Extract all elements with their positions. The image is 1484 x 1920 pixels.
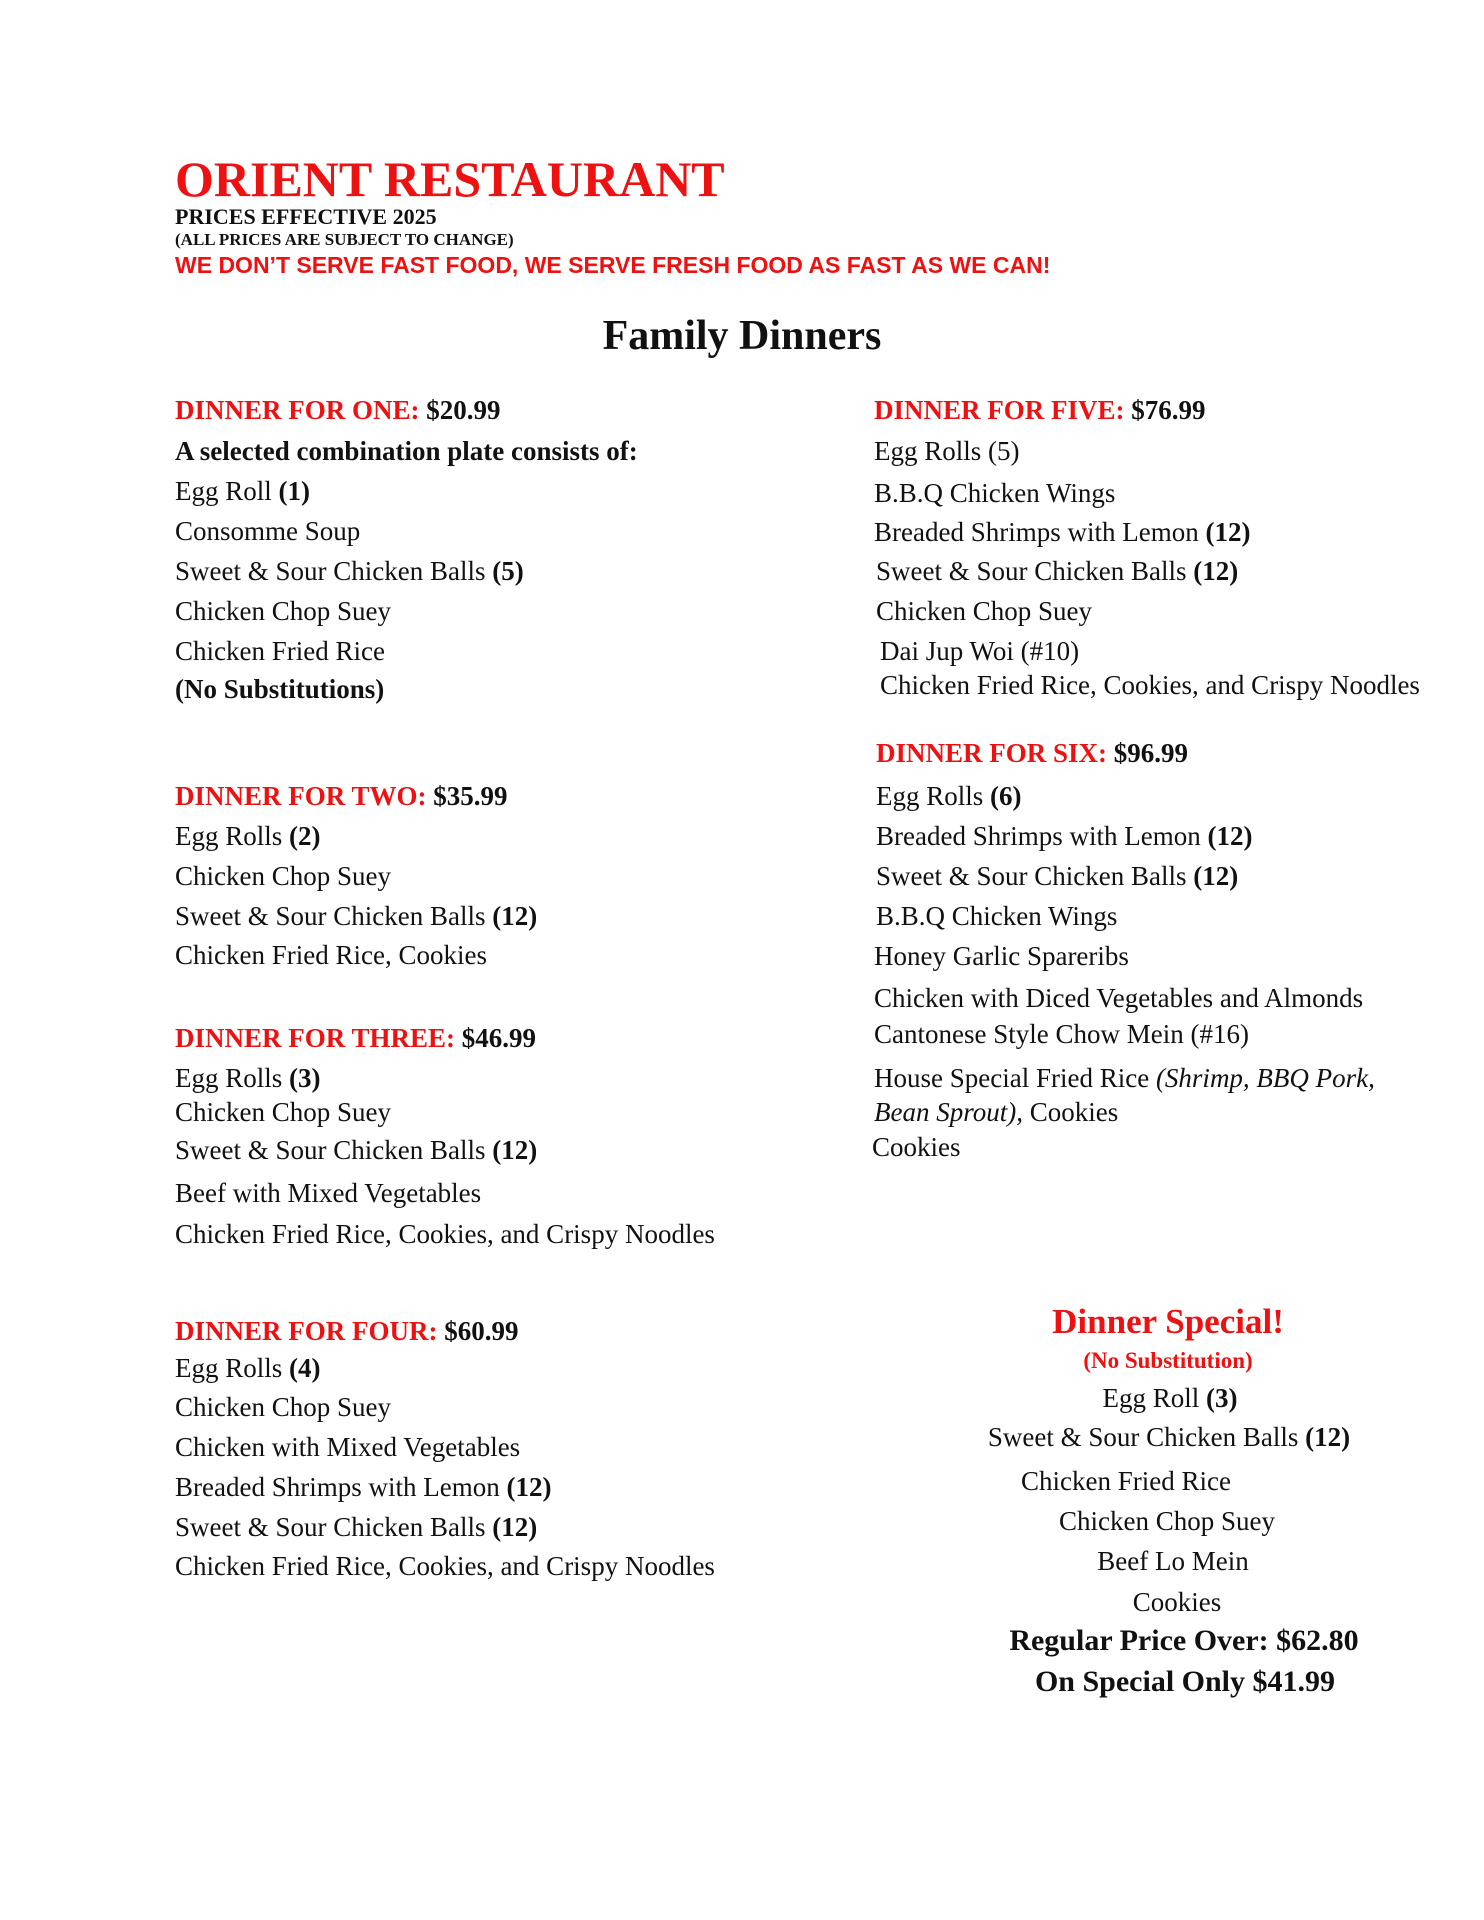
list-item: B.B.Q Chicken Wings (874, 478, 1116, 508)
list-item: House Special Fried Rice (Shrimp, BBQ Pork, (874, 1063, 1375, 1093)
list-item: Chicken Chop Suey (175, 596, 391, 626)
slogan: WE DON’T SERVE FAST FOOD, WE SERVE FRESH FOOD AS FAST AS WE CAN! (175, 252, 1051, 278)
list-item: Sweet & Sour Chicken Balls (12) (175, 1512, 538, 1542)
list-item: Dai Jup Woi (#10) (880, 636, 1080, 666)
prices-effective: PRICES EFFECTIVE 2025 (175, 204, 437, 229)
list-item: Breaded Shrimps with Lemon (12) (175, 1472, 552, 1502)
section-title: Family Dinners (602, 313, 882, 359)
dinner-one-note: (No Substitutions) (175, 674, 385, 704)
dinner-five-name: DINNER FOR FIVE: (874, 395, 1125, 425)
dinner-four-price: $60.99 (444, 1316, 519, 1346)
dinner-five-price: $76.99 (1131, 395, 1206, 425)
dinner-three-heading (175, 1025, 536, 1052)
list-item: Sweet & Sour Chicken Balls (12) (175, 1135, 538, 1165)
dinner-two-price: $35.99 (433, 781, 508, 811)
dinner-two-name: DINNER FOR TWO: (175, 781, 427, 811)
list-item: Chicken Chop Suey (175, 1392, 391, 1422)
list-item: Chicken Fried Rice (175, 636, 385, 666)
list-item: Egg Rolls (6) (876, 781, 1022, 811)
list-item: Sweet & Sour Chicken Balls (12) (175, 901, 538, 931)
dinner-three-price: $46.99 (461, 1023, 537, 1053)
dinner-two-heading (175, 783, 508, 810)
list-item: Chicken with Diced Vegetables and Almonds (874, 983, 1364, 1013)
list-item: Chicken Chop Suey (175, 861, 391, 891)
list-item: Chicken with Mixed Vegetables (175, 1432, 521, 1462)
dinner-three-name: DINNER FOR THREE: (175, 1023, 456, 1053)
dinner-four-heading (175, 1318, 519, 1345)
list-item: Cantonese Style Chow Mein (#16) (874, 1019, 1249, 1049)
dinner-one-intro: A selected combination plate consists of: (175, 436, 638, 466)
list-item: Cookies (1132, 1587, 1222, 1617)
dinner-six-price: $96.99 (1113, 738, 1189, 768)
special-title: Dinner Special! (1052, 1302, 1284, 1341)
list-item: Chicken Fried Rice, Cookies, and Crispy Noodles (175, 1551, 715, 1581)
restaurant-name: ORIENT RESTAURANT (175, 151, 725, 207)
price-disclaimer: (ALL PRICES ARE SUBJECT TO CHANGE) (175, 230, 514, 249)
dinner-four-name: DINNER FOR FOUR: (175, 1316, 438, 1346)
special-regular-price: Regular Price Over: $62.80 (1009, 1624, 1359, 1657)
list-item: Sweet & Sour Chicken Balls (12) (987, 1422, 1351, 1452)
list-item: Sweet & Sour Chicken Balls (12) (876, 556, 1239, 586)
list-item: Chicken Chop Suey (876, 596, 1092, 626)
list-item: Chicken Fried Rice, Cookies, and Crispy Noodles (880, 670, 1420, 700)
dinner-one-heading (175, 397, 501, 424)
special-sale-price: On Special Only $41.99 (1034, 1665, 1336, 1698)
list-item: Egg Roll (3) (1102, 1383, 1238, 1413)
list-item: Chicken Fried Rice, Cookies (175, 940, 487, 970)
dinner-six-name: DINNER FOR SIX: (876, 738, 1108, 768)
dinner-five-heading (874, 397, 1206, 424)
list-item: Egg Rolls (3) (175, 1063, 321, 1093)
list-item: Sweet & Sour Chicken Balls (12) (876, 861, 1239, 891)
list-item: Egg Rolls (4) (175, 1353, 321, 1383)
special-note: (No Substitution) (1083, 1348, 1253, 1373)
dinner-one-name: DINNER FOR ONE: (175, 395, 420, 425)
list-item: Chicken Fried Rice (1021, 1466, 1231, 1496)
list-item: Consomme Soup (175, 516, 361, 546)
list-item: Breaded Shrimps with Lemon (12) (876, 821, 1253, 851)
list-item: Beef Lo Mein (1097, 1546, 1249, 1576)
dinner-six-heading (876, 740, 1188, 767)
list-item: Egg Rolls (5) (874, 436, 1020, 466)
dinner-one-price: $20.99 (426, 395, 501, 425)
list-item: Cookies (872, 1132, 961, 1162)
list-item: Chicken Chop Suey (1059, 1506, 1275, 1536)
list-item: Egg Roll (1) (175, 476, 310, 506)
list-item: Sweet & Sour Chicken Balls (5) (175, 556, 524, 586)
list-item: Honey Garlic Spareribs (874, 941, 1129, 971)
list-item: Chicken Chop Suey (175, 1097, 391, 1127)
list-item: Chicken Fried Rice, Cookies, and Crispy Noodles (175, 1219, 715, 1249)
list-item: B.B.Q Chicken Wings (876, 901, 1118, 931)
list-item: Bean Sprout), Cookies (874, 1097, 1119, 1127)
list-item: Beef with Mixed Vegetables (175, 1178, 482, 1208)
list-item: Breaded Shrimps with Lemon (12) (874, 517, 1251, 547)
list-item: Egg Rolls (2) (175, 821, 321, 851)
